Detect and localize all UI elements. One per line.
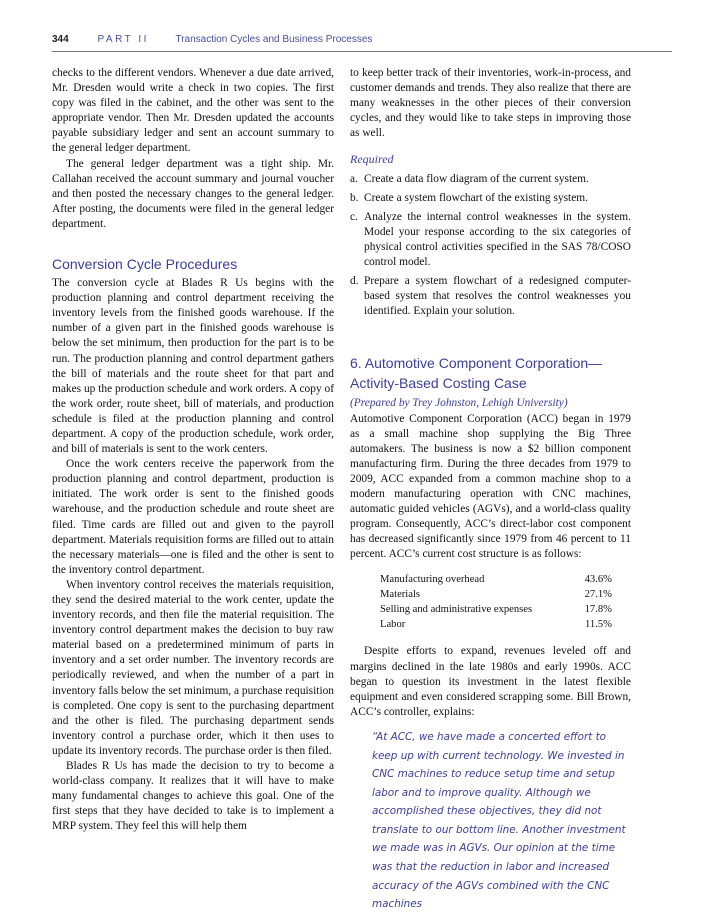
task-item	[350, 274, 631, 319]
task-text: Create a system flowchart of the existing system.	[364, 191, 588, 204]
task-letter: b.	[350, 191, 359, 204]
cost-item: Manufacturing overhead	[380, 574, 485, 586]
task-item	[350, 172, 631, 187]
task-text: Analyze the internal control weaknesses in the system. Model your response according to the six categories of physical control activities specified in the SAS 78/COSO control model.	[364, 210, 631, 269]
task-text: Prepare a system flowchart of a redesigned computer-based system that resolves the control weaknesses you identified. Explain your solution.	[364, 275, 631, 318]
cost-percent: 27.1%	[584, 589, 612, 601]
paragraph: Automotive Component Corporation (ACC) began in 1979 as a small machine shop supplying the Big Three automakers. The business is now a $2 billion component manufacturing firm. During the three decades from 1979 to 2009, ACC expanded from a common machine shop to a modern manufacturing operation with CNC machines, automatic guided vehicles (AGVs), and a world-class quality program. Consequently, ACC’s direct-labor cost component has decreased significantly since 1979 from 46 percent to 11 percent. ACC’s current cost structure is as follows:	[350, 412, 631, 561]
cost-percent: 17.8%	[584, 604, 612, 616]
paragraph: checks to the different vendors. Whenever a due date arrived, Mr. Dresden would write a check in two copies. The first copy was filed in the cabinet, and the other was sent to the appropriate vendor. Then Mr. Dresden updated the accounts payable subsidiary ledger and sent an account summary to the general ledger department.	[52, 67, 334, 155]
table-row	[380, 602, 612, 617]
table-row	[380, 572, 612, 587]
paragraph: Once the work centers receive the paperwork from the production planning and control department, production is initiated. The work order is sent to the finished goods warehouse, and the production schedule and route sheet are filed. Time cards are filled out and given to the payroll department. Materials requisition forms are filled out to attain the necessary materials—one is filed and the other is sent to the inventory control department.	[52, 458, 334, 576]
paragraph: The conversion cycle at Blades R Us begins with the production planning and control department receiving the inventory levels from the finished goods warehouse. If the number of a given part in the finished goods warehouse is below the set minimum, then production for the part is to be run. The production planning and control department gathers the bill of materials and the route sheet for that part and makes up the production schedule and work orders. A copy of the work order, route sheet, bill of materials, and production schedule is filed at the production planning and control department. A copy of the production schedule, work order, and bill of materials is sent to the work centers.	[52, 277, 334, 456]
cost-item: Materials	[380, 589, 421, 601]
paragraph: The general ledger department was a tight ship. Mr. Callahan received the account summary and journal voucher and then posted the necessary changes to the general ledger. After posting, the documents were filed in the general ledger department.	[52, 157, 334, 230]
controller-quote: “At ACC, we have made a concerted effort to keep up with current technology. We invested in CNC machines to reduce setup time and setup labor and to improve quality. Although we accomplished these objectives, they did not translate to our bottom line. Another investment we made was in AGVs. Our opinion at the time was that the reduction in labor and increased accuracy of the AGVs combined with the CNC machines	[372, 730, 626, 911]
paragraph: to keep better track of their inventories, work-in-process, and customer demands and trends. They also realize that there are many weaknesses in the other pieces of their conversion cycles, and they would like to take steps in improving those as well.	[350, 67, 631, 140]
table-row	[380, 617, 612, 632]
header-rule	[52, 51, 672, 52]
task-item	[350, 210, 631, 270]
task-item	[350, 191, 631, 206]
table-row	[380, 587, 612, 602]
task-letter: a.	[350, 172, 358, 185]
task-text: Create a data flow diagram of the current system.	[364, 172, 589, 185]
section-title: Transaction Cycles and Business Processes	[175, 34, 373, 45]
right-column	[350, 66, 631, 914]
cost-percent: 43.6%	[584, 574, 612, 586]
cost-item: Selling and administrative expenses	[380, 604, 533, 616]
case-byline: (Prepared by Trey Johnston, Lehigh University)	[350, 397, 568, 410]
case-heading: 6. Automotive Component Corporation—Activity-Based Costing Case	[350, 355, 603, 392]
running-header	[52, 34, 672, 52]
task-letter: d.	[350, 275, 359, 288]
cost-item: Labor	[380, 619, 406, 631]
section-heading: Conversion Cycle Procedures	[52, 256, 238, 273]
left-column	[52, 66, 334, 835]
page-number: 344	[52, 34, 69, 45]
cost-structure-table	[380, 572, 612, 632]
task-letter: c.	[350, 210, 358, 223]
task-list	[350, 172, 631, 320]
required-label: Required	[350, 152, 394, 167]
paragraph: Blades R Us has made the decision to try to become a world-class company. It realizes that it will have to make many fundamental changes to achieve this goal. One of the first steps that they have decided to take is to implement a MRP system. They feel this will help them	[52, 760, 334, 833]
paragraph: Despite efforts to expand, revenues leveled off and margins declined in the late 1980s and early 1990s. ACC began to question its investment in the latest flexible equipment and even considered scrapping some. Bill Brown, ACC’s controller, explains:	[350, 645, 631, 718]
part-label: PART II	[97, 34, 149, 45]
paragraph: When inventory control receives the materials requisition, they send the desired material to the work center, update the inventory records, and then file the material requisition. The inventory control department makes the decision to buy raw material based on a predetermined minimum of parts in inventory and a set order number. The inventory records are periodically reviewed, and when the number of a part in inventory falls below the set minimum, a purchase requisition is completed. One copy is sent to the purchasing department and the other is filed. The purchasing department sends inventory control a purchase order, which it then uses to update its inventory records. The purchase order is then filed.	[52, 578, 334, 757]
cost-percent: 11.5%	[585, 619, 612, 631]
